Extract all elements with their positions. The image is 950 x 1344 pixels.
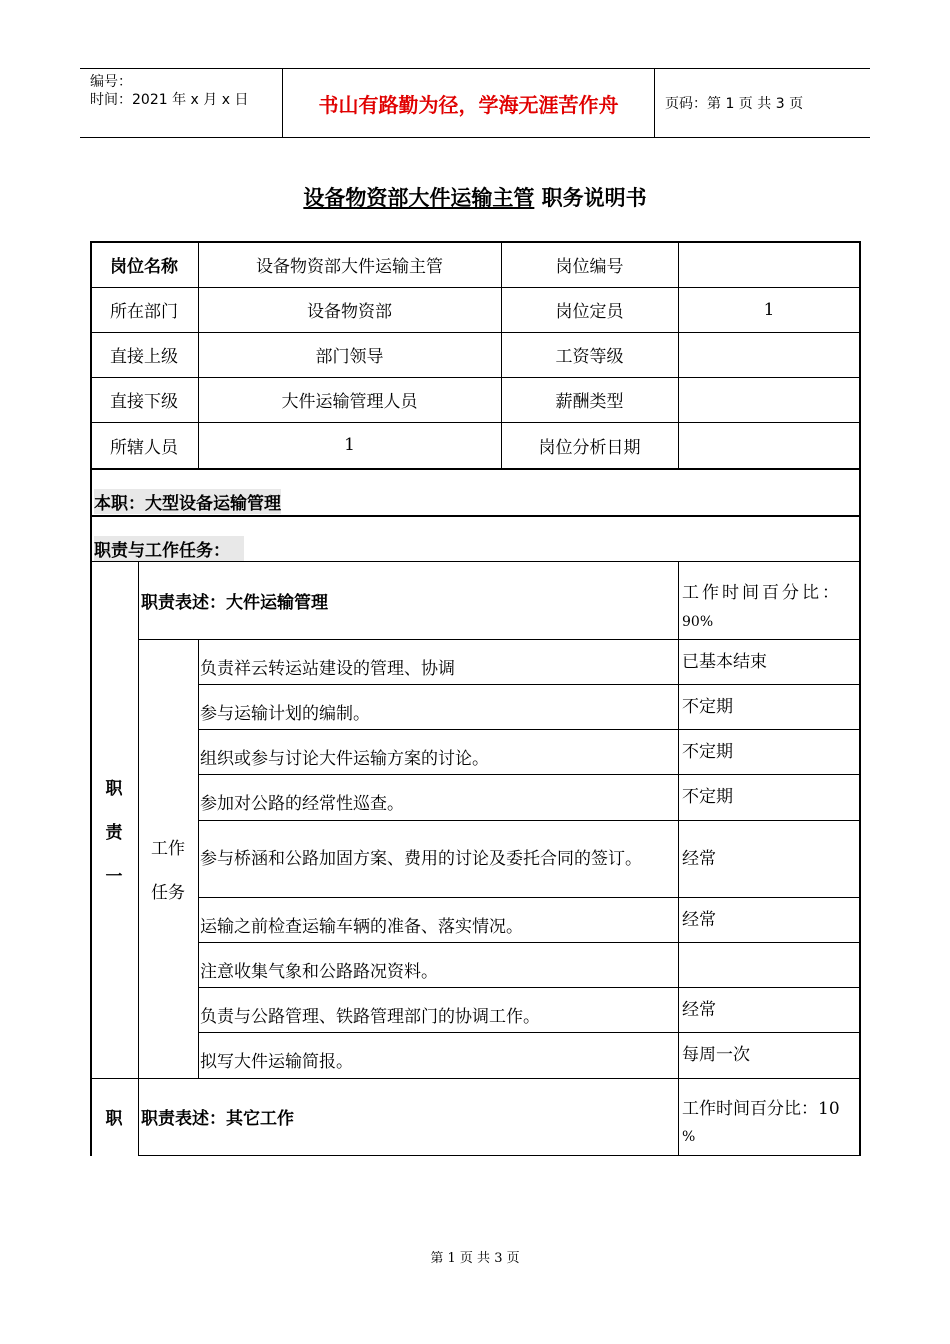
task-text: 拟写大件运输简报。 xyxy=(200,1052,353,1072)
info-value: 1 xyxy=(344,435,355,455)
info-label: 所在部门 xyxy=(110,302,178,322)
task-text: 运输之前检查运输车辆的准备、落实情况。 xyxy=(200,916,523,937)
job-description-table xyxy=(90,241,860,1156)
info-label: 岗位名称 xyxy=(110,256,178,277)
motto: 书山有路勤为径，学海无涯苦作舟 xyxy=(283,69,655,137)
date-label: 时间：2021 年 x 月 x 日 xyxy=(90,92,249,108)
task-freq: 不定期 xyxy=(682,787,733,807)
info-value: 1 xyxy=(763,299,775,320)
task-freq: 经常 xyxy=(682,848,716,869)
info-label: 岗位分析日期 xyxy=(538,437,641,458)
info-value xyxy=(678,332,860,377)
info-value: 部门领导 xyxy=(315,347,384,367)
info-label: 直接上级 xyxy=(110,347,178,367)
info-value: 大件运输管理人员 xyxy=(281,392,418,412)
task-freq: 经常 xyxy=(682,909,716,930)
task-label: 任务 xyxy=(151,882,185,903)
page-header xyxy=(80,68,870,138)
main-duty: 本职：大型设备运输管理 xyxy=(92,486,281,516)
row-line xyxy=(138,1155,860,1156)
task-text: 负责祥云转运站建设的管理、协调 xyxy=(200,658,455,679)
info-value xyxy=(678,422,860,468)
duty1-time-pct: 工作时间百分比： 90% xyxy=(682,583,842,630)
info-label: 工资等级 xyxy=(555,347,624,367)
task-freq xyxy=(680,942,860,987)
title-main: 设备物资部大件运输主管 xyxy=(303,186,535,210)
task-freq: 经常 xyxy=(682,999,716,1020)
task-freq: 不定期 xyxy=(682,741,733,762)
task-text: 组织或参与讨论大件运输方案的讨论。 xyxy=(200,748,489,769)
info-value: 设备物资部大件运输主管 xyxy=(256,256,443,277)
title-suffix: 职务说明书 xyxy=(534,186,647,210)
duty2-time-pct: 工作时间百分比：10 % xyxy=(682,1099,840,1145)
page-info: 页码：第 1 页 共 3 页 xyxy=(665,96,804,112)
task-text: 负责与公路管理、铁路管理部门的协调工作。 xyxy=(200,1006,540,1027)
duty1-side-label: 一 xyxy=(105,866,123,887)
task-freq: 不定期 xyxy=(682,696,733,717)
task-text: 参与运输计划的编制。 xyxy=(200,703,370,724)
task-text: 参加对公路的经常性巡查。 xyxy=(200,794,404,814)
task-text: 参与桥涵和公路加固方案、费用的讨论及委托合同的签订。 xyxy=(200,848,642,869)
duty2-side-label: 职 xyxy=(105,1109,123,1129)
duty2-desc: 职责表述：其它工作 xyxy=(141,1109,294,1129)
row-line xyxy=(90,515,860,517)
info-value xyxy=(678,377,860,422)
number-label: 编号： xyxy=(90,74,132,90)
duties-heading: 职责与工作任务： xyxy=(92,533,244,563)
info-label: 岗位定员 xyxy=(555,302,624,322)
duty1-desc: 职责表述：大件运输管理 xyxy=(141,592,328,613)
info-value: 设备物资部 xyxy=(307,302,392,322)
col-line xyxy=(678,561,679,1156)
task-freq: 已基本结束 xyxy=(682,651,767,672)
duty1-side-label: 职 xyxy=(105,778,123,799)
document-title xyxy=(0,182,950,212)
task-text: 注意收集气象和公路路况资料。 xyxy=(200,961,438,982)
header-meta xyxy=(80,69,283,137)
info-label: 直接下级 xyxy=(110,392,178,412)
task-freq: 每周一次 xyxy=(682,1045,750,1065)
row-line xyxy=(90,468,860,470)
duty1-side-label: 责 xyxy=(105,822,123,843)
info-label: 所辖人员 xyxy=(110,437,178,458)
page-footer: 第 1 页 共 3 页 xyxy=(430,1251,520,1266)
info-value xyxy=(678,241,860,287)
info-label: 薪酬类型 xyxy=(555,392,624,412)
task-label: 工作 xyxy=(151,838,185,859)
info-label: 岗位编号 xyxy=(555,256,624,277)
